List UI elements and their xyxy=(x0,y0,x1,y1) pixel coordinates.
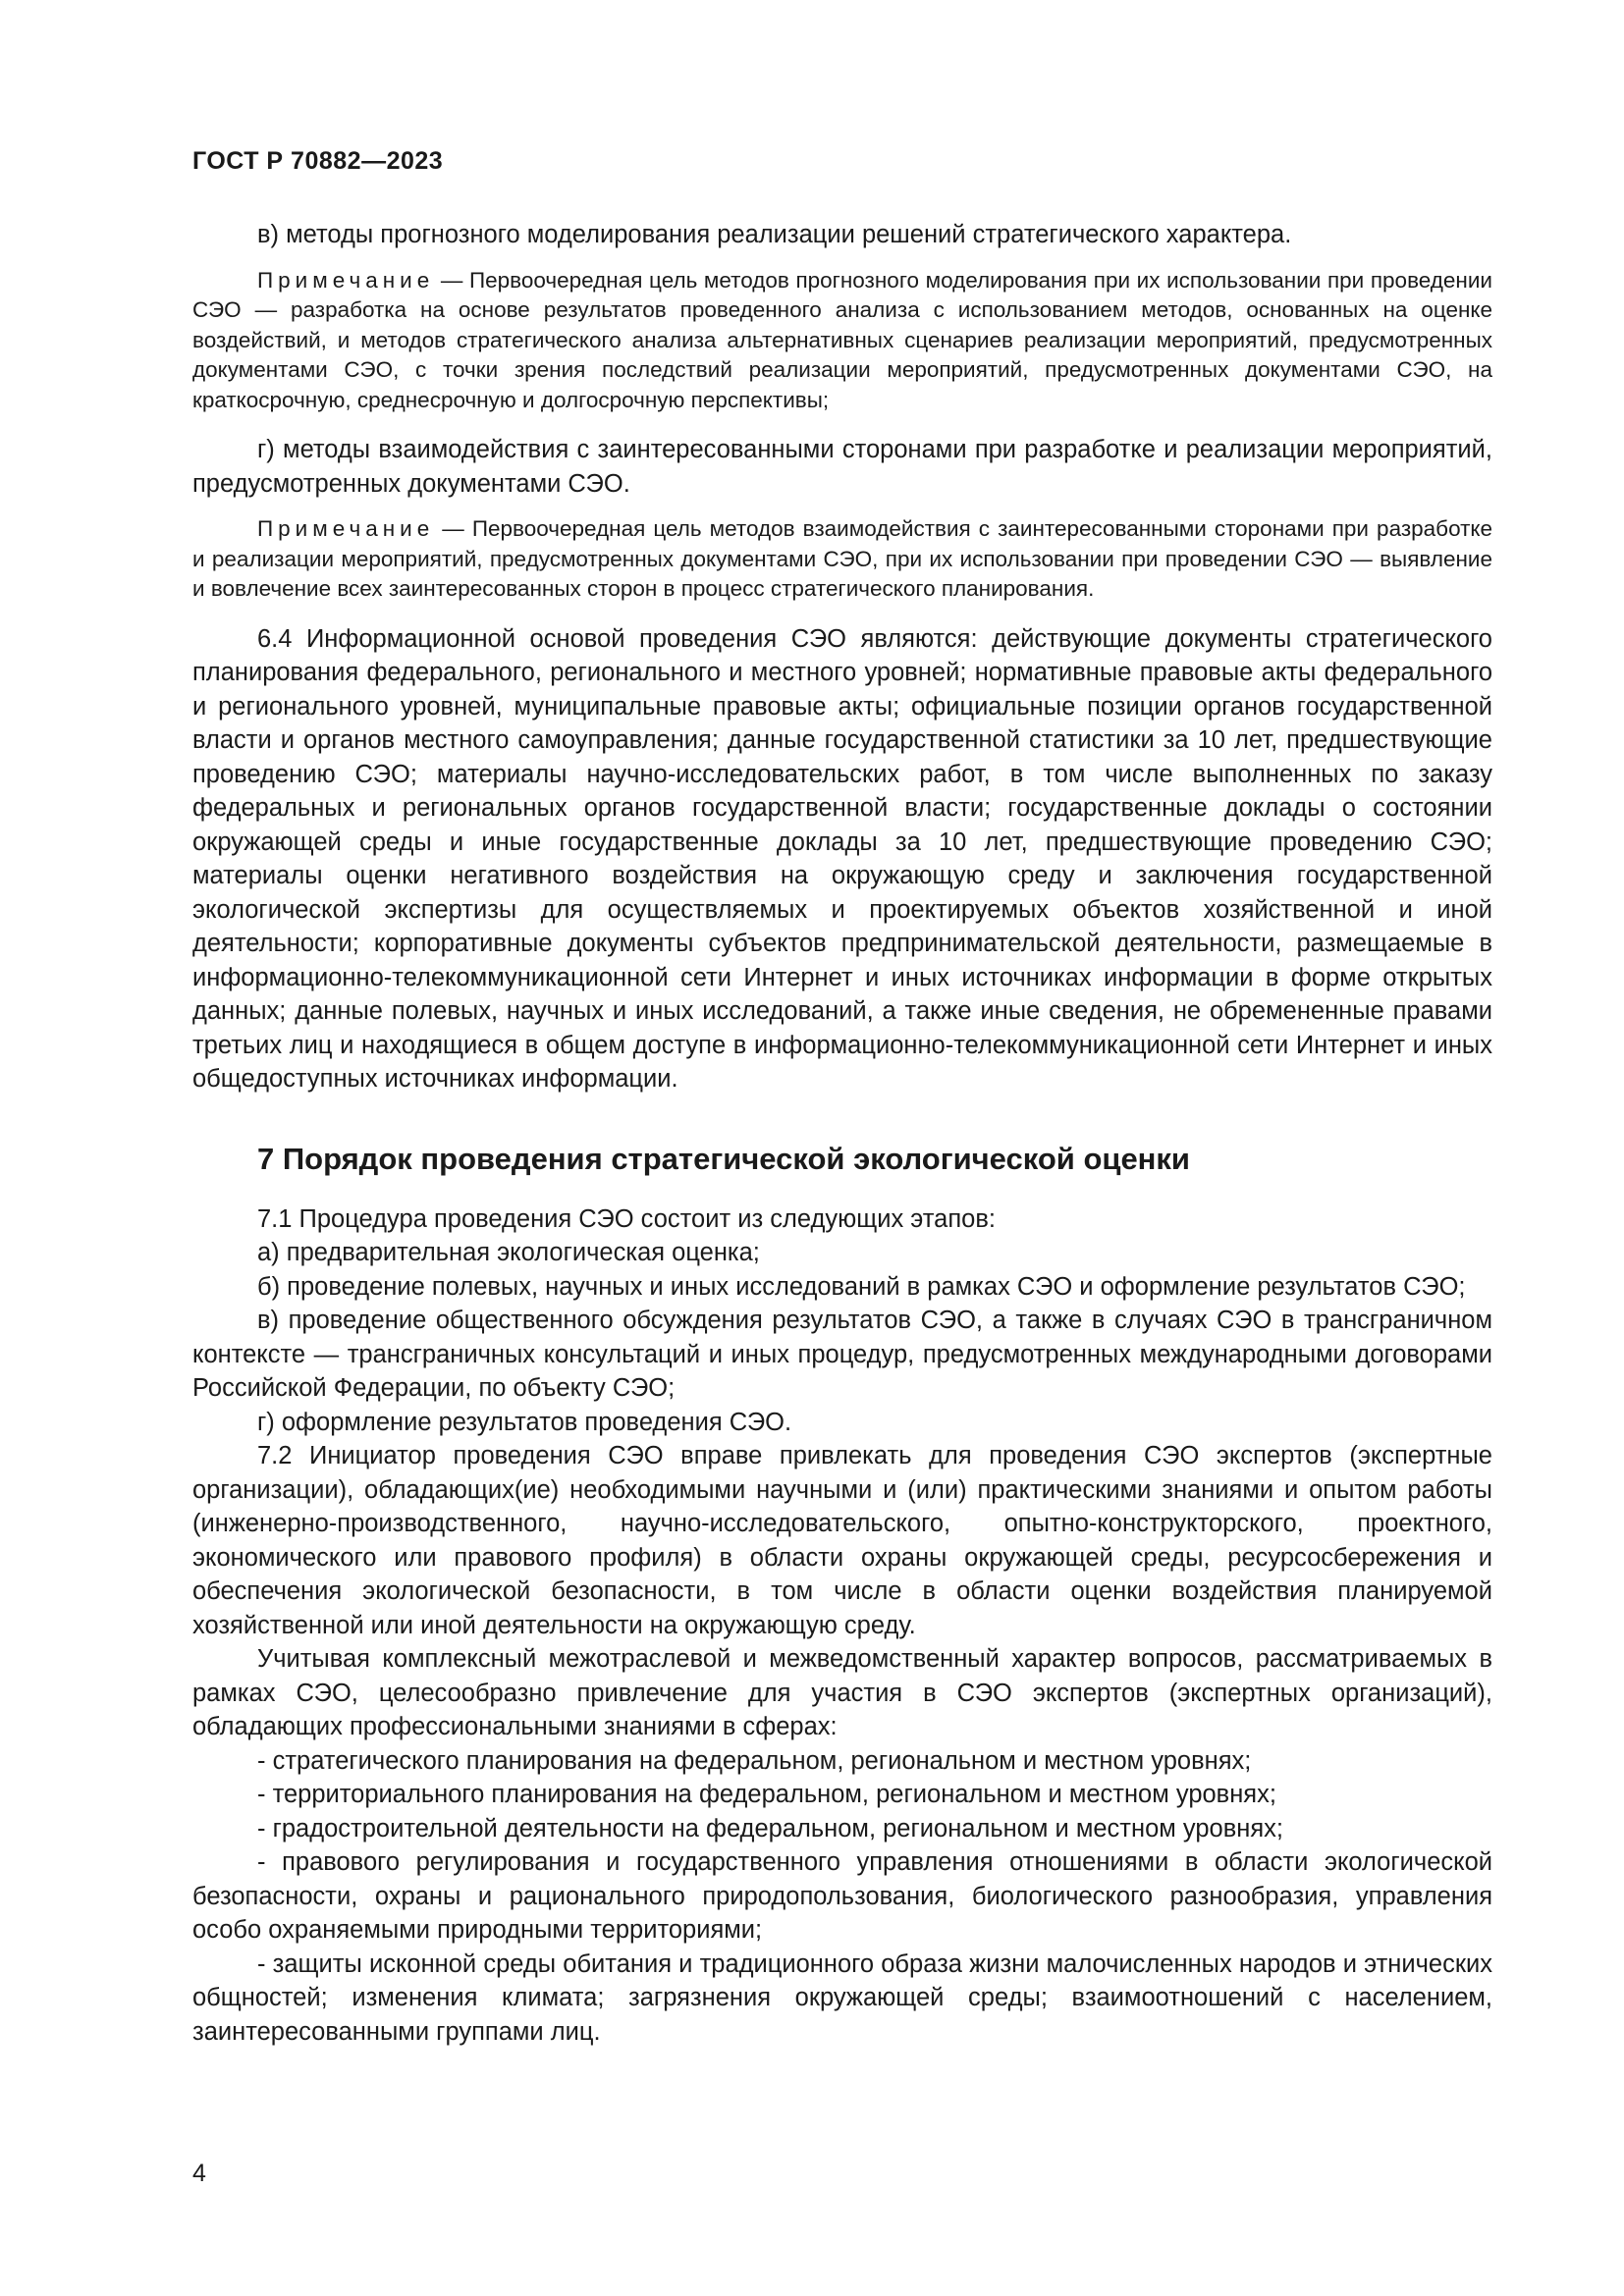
note-2-text: — Первоочередная цель методов взаимодействия с заинтересованными сторонами при разработке и реализации мероприятий, предусмотренных документами СЭО, при их использовании при проведении СЭО — выявление и вовлечение всех заинтересованных сторон в процесс стратегического планирования. xyxy=(192,516,1492,601)
list-item-7-1-v: в) проведение общественного обсуждения результатов СЭО, а также в случаях СЭО в трансграничном контексте — трансграничных консультаций и иных процедур, предусмотренных международными договорами Российской Федерации, по объекту СЭО; xyxy=(192,1307,1492,1402)
page-number: 4 xyxy=(192,2160,206,2187)
paragraph-7-2: 7.2 Инициатор проведения СЭО вправе привлекать для проведения СЭО экспертов (экспертные организации), обладающих(ие) необходимыми научными и (или) практическими знаниями и опытом работы (инженерно-производственного, научно-исследовательского, опытно-конструкторского, проектного, экономического или правового профиля) в области охраны окружающей среды, ресурсосбережения и обеспечения экологической безопасности, в том числе в области оценки воздействия планируемой хозяйственной или иной деятельности на окружающую среду. xyxy=(192,1442,1492,1639)
expert-sphere-item: - защиты исконной среды обитания и традиционного образа жизни малочисленных народов и этнических общностей; изменения климата; загрязнения окружающей среды; взаимоотношений с населением, заинтересованными группами лиц. xyxy=(192,1949,1492,2046)
note-1-text: — Первоочередная цель методов прогнозного моделирования при их использовании при проведении СЭО — разработка на основе результатов проведенного анализа с использованием методов, основанных на оценке воздействий, и методов стратегического анализа альтернативных сценариев реализации мероприятий, предусмотренных документами СЭО, с точки зрения последствий реализации мероприятий, предусмотренных документами СЭО, на краткосрочную, среднесрочную и долгосрочную перспективы; xyxy=(192,267,1492,412)
note-1 xyxy=(192,266,1492,416)
expert-sphere-item: - территориального планирования на федеральном, региональном и местном уровнях; xyxy=(257,1781,1276,1808)
section-7-title: 7 Порядок проведения стратегической экологической оценки xyxy=(257,1141,1190,1176)
document-code-header: ГОСТ Р 70882—2023 xyxy=(192,147,444,175)
expert-sphere-item: - градостроительной деятельности на федеральном, региональном и местном уровнях; xyxy=(257,1814,1283,1842)
paragraph-g: г) методы взаимодействия с заинтересованными сторонами при разработке и реализации мероприятий, предусмотренных документами СЭО. xyxy=(192,436,1492,498)
document-body xyxy=(192,218,1492,2049)
paragraph-v: в) методы прогнозного моделирования реализации решений стратегического характера. xyxy=(257,221,1292,248)
note-1-label: Примечание xyxy=(257,267,435,293)
note-2-label: Примечание xyxy=(257,516,435,541)
note-2 xyxy=(192,514,1492,605)
list-item-7-1-a: а) предварительная экологическая оценка; xyxy=(257,1239,760,1266)
expert-sphere-item: - стратегического планирования на федеральном, региональном и местном уровнях; xyxy=(257,1746,1252,1775)
paragraph-experts: Учитывая комплексный межотраслевой и межведомственный характер вопросов, рассматриваемых в рамках СЭО, целесообразно привлечение для участия в СЭО экспертов (экспертных организаций), обладающих профессиональными знаниями в сферах: xyxy=(192,1645,1492,1740)
list-item-7-1-b: б) проведение полевых, научных и иных исследований в рамках СЭО и оформление результатов СЭО; xyxy=(257,1272,1466,1301)
list-item-7-1-g: г) оформление результатов проведения СЭО. xyxy=(257,1408,792,1436)
paragraph-6-4: 6.4 Информационной основой проведения СЭО являются: действующие документы стратегического планирования федерального, регионального и местного уровней; нормативные правовые акты федерального и регионального уровней, муниципальные правовые акты; официальные позиции органов государственной власти и органов местного самоуправления; данные государственной статистики за 10 лет, предшествующие проведению СЭО; материалы научно-исследовательских работ, в том числе выполненных по заказу федеральных и региональных органов государственной власти; государственные доклады о состоянии окружающей среды и иные государственные доклады за 10 лет, предшествующие проведению СЭО; материалы оценки негативного воздействия на окружающую среду и заключения государственной экологической экспертизы для осуществляемых и проектируемых объектов хозяйственной и иной деятельности; корпоративные документы субъектов предпринимательской деятельности, размещаемые в информационно-телекоммуникационной сети Интернет и иных источниках информации в форме открытых данных; данные полевых, научных и иных исследований, а также иные сведения, не обремененные правами третьих лиц и находящиеся в общем доступе в информационно-телекоммуникационной сети Интернет и иных общедоступных источниках информации. xyxy=(192,624,1492,1093)
expert-sphere-item: - правового регулирования и государственного управления отношениями в области экологической безопасности, охраны и рационального природопользования, биологического разнообразия, управления особо охраняемыми природными территориями; xyxy=(192,1848,1492,1944)
paragraph-7-1: 7.1 Процедура проведения СЭО состоит из следующих этапов: xyxy=(257,1204,996,1233)
